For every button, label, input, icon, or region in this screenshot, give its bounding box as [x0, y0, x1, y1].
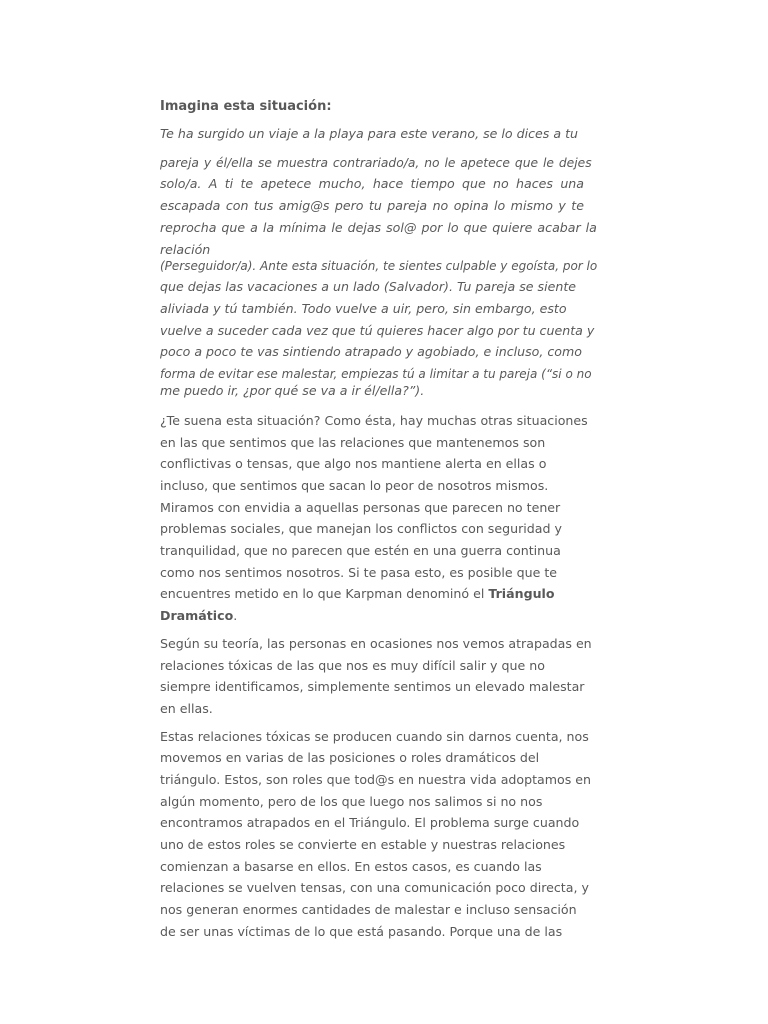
paragraph-line — [160, 608, 237, 624]
paragraph-line: en ellas. — [160, 701, 213, 716]
paragraph-line: nos generan enormes cantidades de malestar e incluso sensación — [160, 902, 577, 917]
scenario-line: solo/a. A ti te apetece mucho, hace tiempo que no haces una — [160, 176, 584, 191]
paragraph-text: . — [233, 608, 238, 623]
paragraph-line: siempre identificamos, simplemente sentimos un elevado malestar — [160, 679, 585, 694]
scenario-line: reprocha que a la mínima le dejas sol@ por lo que quiere acabar la — [160, 220, 597, 235]
scenario-line: aliviada y tú también. Todo vuelve a uir, pero, sin embargo, esto — [160, 301, 567, 316]
scenario-line: relación — [160, 242, 211, 257]
scenario-line: Te ha surgido un viaje a la playa para este verano, se lo dices a tu — [160, 126, 579, 141]
paragraph-line: uno de estos roles se convierte en estable y nuestras relaciones — [160, 837, 566, 852]
paragraph-line: de ser unas víctimas de lo que está pasando. Porque una de las — [160, 924, 563, 939]
paragraph-line: movemos en varias de las posiciones o roles dramáticos del — [160, 750, 540, 765]
paragraph-line: conflictivas o tensas, que algo nos mantiene alerta en ellas o — [160, 456, 547, 471]
paragraph-line: Miramos con envidia a aquellas personas que parecen no tener — [160, 500, 561, 515]
scenario-line: pareja y él/ella se muestra contrariado/a, no le apetece que le dejes — [160, 156, 592, 170]
paragraph-line: encontramos atrapados en el Triángulo. El problema surge cuando — [160, 815, 580, 830]
section-heading: Imagina esta situación: — [160, 99, 332, 114]
scenario-line: escapada con tus amig@s pero tu pareja no opina lo mismo y te — [160, 198, 584, 213]
paragraph-line: triángulo. Estos, son roles que tod@s en nuestra vida adoptamos en — [160, 772, 592, 787]
scenario-line: forma de evitar ese malestar, empiezas tú a limitar a tu pareja (“si o no — [160, 367, 592, 381]
scenario-line: que dejas las vacaciones a un lado (Salvador). Tu pareja se siente — [160, 279, 577, 294]
triangle-term: Triángulo — [488, 586, 555, 601]
paragraph-text: encuentres metido en lo que Karpman denominó el — [160, 586, 489, 601]
paragraph-line: ¿Te suena esta situación? Como ésta, hay muchas otras situaciones — [160, 413, 588, 428]
paragraph-line: Estas relaciones tóxicas se producen cuando sin darnos cuenta, nos — [160, 729, 589, 744]
paragraph-line: problemas sociales, que manejan los conflictos con seguridad y — [160, 521, 562, 536]
paragraph-line: como nos sentimos nosotros. Si te pasa esto, es posible que te — [160, 565, 558, 580]
paragraph-line: relaciones tóxicas de las que nos es muy difícil salir y que no — [160, 658, 545, 673]
paragraph-line: algún momento, pero de los que luego nos salimos si no nos — [160, 794, 543, 809]
paragraph-line: Según su teoría, las personas en ocasiones nos vemos atrapadas en — [160, 636, 592, 651]
paragraph-line: relaciones se vuelven tensas, con una comunicación poco directa, y — [160, 880, 589, 895]
scenario-line: vuelve a suceder cada vez que tú quieres hacer algo por tu cuenta y — [160, 323, 595, 338]
scenario-line: poco a poco te vas sintiendo atrapado y agobiado, e incluso, como — [160, 344, 582, 359]
paragraph-line: incluso, que sentimos que sacan lo peor de nosotros mismos. — [160, 478, 549, 493]
paragraph-line — [160, 586, 555, 602]
paragraph-line: en las que sentimos que las relaciones que mantenemos son — [160, 435, 546, 450]
paragraph-line: tranquilidad, que no parecen que estén en una guerra continua — [160, 543, 561, 558]
scenario-line: me puedo ir, ¿por qué se va a ir él/ella?”). — [160, 383, 425, 398]
paragraph-line: comienzan a basarse en ellos. En estos casos, es cuando las — [160, 859, 542, 874]
scenario-line: (Perseguidor/a). Ante esta situación, te sientes culpable y egoísta, por lo — [160, 259, 598, 273]
drama-term: Dramático — [160, 608, 234, 623]
